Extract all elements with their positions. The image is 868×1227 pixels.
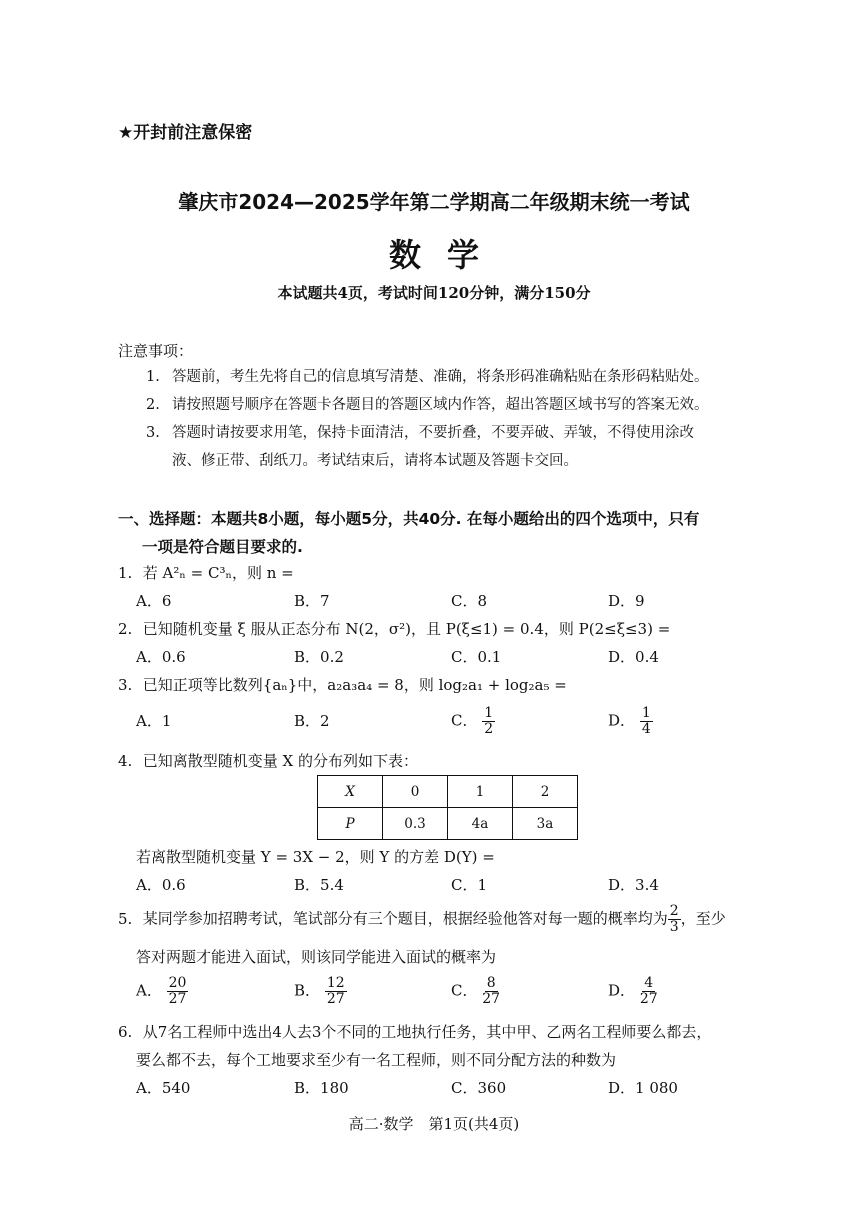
option-d [608, 976, 658, 1007]
notice-item-2 [146, 391, 766, 419]
table-cell: 1 [448, 776, 513, 808]
fraction [640, 976, 658, 1007]
fraction [482, 706, 495, 737]
question-5-stem2: 答对两题才能进入面试，则该同学能进入面试的概率为 [136, 948, 497, 966]
option-a: A．1 [136, 712, 172, 730]
option-b: B．5.4 [294, 876, 344, 894]
denominator: 4 [641, 721, 651, 737]
table-cell: 0.3 [383, 808, 448, 840]
question-num: 5. [118, 909, 133, 928]
option-b: B．7 [294, 592, 330, 610]
numerator: 4 [644, 975, 654, 991]
question-stem: 已知正项等比数列{aₙ}中，a₂a₃a₄ = 8，则 log₂a₁ + log₂a₅ = [142, 676, 567, 694]
section-heading [118, 505, 758, 561]
numerator: 8 [486, 975, 496, 991]
option-d: D．1 080 [608, 1079, 678, 1097]
question-3 [118, 674, 758, 695]
option-b: B．0.2 [294, 648, 344, 666]
question-stem: 从7名工程师中选出4人去3个不同的工地执行任务，其中甲、乙两名工程师要么都去， [142, 1023, 712, 1041]
option-letter: D． [608, 711, 636, 730]
option-d: D．9 [608, 592, 645, 610]
table-cell: 4a [448, 808, 513, 840]
fraction [482, 976, 500, 1007]
question-num: 1. [118, 564, 133, 582]
table-cell: 0 [383, 776, 448, 808]
question-num: 3. [118, 676, 133, 694]
notice-text: 答题时请按要求用笔，保持卡面清洁，不要折叠，不要弄破、弄皱，不得使用涂改 [172, 425, 694, 441]
option-d [608, 706, 653, 737]
question-num: 2. [118, 620, 133, 638]
question-6 [118, 1021, 758, 1042]
question-4 [118, 750, 758, 771]
page-footer: 高二·数学 第1页(共4页) [348, 1115, 520, 1133]
table-cell: 2 [513, 776, 578, 808]
notice-num: 3. [146, 425, 160, 441]
subject-title: 数学 [388, 236, 505, 274]
fraction [640, 706, 653, 737]
denominator: 3 [669, 919, 679, 935]
table-row [318, 776, 578, 808]
question-stem: 已知离散型随机变量 X 的分布列如下表： [142, 752, 418, 770]
distribution-table [317, 775, 578, 840]
notice-title: 注意事项： [118, 342, 194, 360]
question-4-stem2: 若离散型随机变量 Y = 3X − 2，则 Y 的方差 D(Y) = [136, 848, 495, 866]
question-2 [118, 618, 758, 639]
option-d: D．0.4 [608, 648, 659, 666]
denominator: 27 [168, 991, 187, 1007]
fraction [167, 976, 189, 1007]
option-letter: A． [136, 981, 162, 1000]
numerator: 20 [168, 975, 187, 991]
option-b: B．180 [294, 1079, 349, 1097]
fraction [668, 904, 681, 935]
option-letter: C． [451, 981, 478, 1000]
denominator: 27 [326, 991, 345, 1007]
table-row [318, 808, 578, 840]
option-letter: B． [294, 981, 321, 1000]
denominator: 2 [484, 721, 494, 737]
question-6-stem2: 要么都不去，每个工地要求至少有一名工程师，则不同分配方法的种数为 [136, 1051, 617, 1069]
option-c: C．0.1 [451, 648, 502, 666]
fraction [325, 976, 347, 1007]
option-a: A．0.6 [136, 648, 186, 666]
option-a: A．6 [136, 592, 172, 610]
option-c: C．8 [451, 592, 488, 610]
numerator: 1 [641, 705, 651, 721]
option-letter: D． [608, 981, 636, 1000]
notice-item-3 [146, 419, 766, 475]
option-b [294, 976, 347, 1007]
question-1 [118, 562, 758, 583]
option-c [451, 976, 500, 1007]
notice-text: 请按照题号顺序在答题卡各题目的答题区域内作答，超出答题区域书写的答案无效。 [172, 397, 709, 413]
notice-num: 1. [146, 369, 160, 385]
option-a [136, 976, 188, 1007]
option-b: B．2 [294, 712, 330, 730]
table-cell: 3a [513, 808, 578, 840]
question-stem: 若 A²ₙ = C³ₙ，则 n = [142, 564, 294, 582]
option-c: C．360 [451, 1079, 507, 1097]
question-stem: 某同学参加招聘考试，笔试部分有三个题目，根据经验他答对每一题的概率均为 [142, 909, 668, 928]
option-c [451, 706, 495, 737]
denominator: 27 [639, 991, 658, 1007]
question-5 [118, 904, 758, 935]
table-cell: X [318, 776, 383, 808]
notice-num: 2. [146, 397, 160, 413]
numerator: 12 [326, 975, 345, 991]
notice-text: 答题前，考生先将自己的信息填写清楚、准确，将条形码准确粘贴在条形码粘贴处。 [172, 369, 709, 385]
notice-item-1 [146, 363, 766, 391]
section-line-1: 一、选择题：本题共8小题，每小题5分，共40分. 在每小题给出的四个选项中，只有 [118, 510, 700, 528]
table-cell: P [318, 808, 383, 840]
option-d: D．3.4 [608, 876, 659, 894]
option-c: C．1 [451, 876, 488, 894]
exam-title: 肇庆市2024—2025学年第二学期高二年级期末统一考试 [178, 190, 690, 214]
question-stem-end: ，至少 [680, 909, 726, 928]
notice-text-cont: 液、修正带、刮纸刀。考试结束后，请将本试题及答题卡交回。 [172, 453, 578, 469]
question-stem: 已知随机变量 ξ 服从正态分布 N(2，σ²)，且 P(ξ≤1) = 0.4，则 P(2≤ξ≤3) = [142, 620, 671, 638]
question-num: 6. [118, 1023, 133, 1041]
option-letter: C． [451, 711, 478, 730]
numerator: 1 [484, 705, 494, 721]
section-line-2: 一项是符合题目要求的. [142, 538, 303, 556]
confidential-notice: ★开封前注意保密 [118, 123, 253, 143]
option-a: A．540 [136, 1079, 191, 1097]
question-num: 4. [118, 752, 133, 770]
denominator: 27 [482, 991, 501, 1007]
numerator: 2 [669, 903, 679, 919]
exam-info: 本试题共4页，考试时间120分钟，满分150分 [277, 284, 591, 302]
option-a: A．0.6 [136, 876, 186, 894]
